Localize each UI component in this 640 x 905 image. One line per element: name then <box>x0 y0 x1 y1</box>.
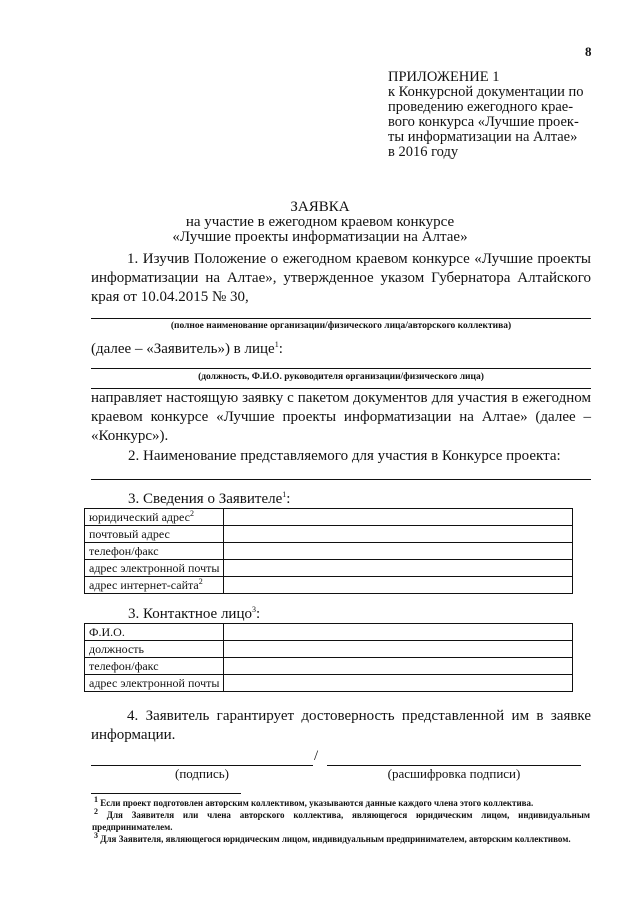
appendix-line: вого конкурса «Лучшие проек- <box>388 114 579 130</box>
table-label: телефон/факс <box>85 543 224 560</box>
table-label: адрес интернет-сайта$^2$ <box>85 577 224 594</box>
contact-info-table <box>84 623 573 692</box>
table-row <box>85 641 573 658</box>
contact-heading-text: 3. Контактное лицо <box>128 606 252 622</box>
footnote-ref: 1 <box>274 340 279 349</box>
applicant-prefix: (далее – «Заявитель») в лице <box>91 341 275 357</box>
document-title: ЗАЯВКА <box>290 199 350 215</box>
table-value-cell[interactable] <box>224 577 573 594</box>
contact-colon: : <box>255 606 261 622</box>
appendix-line: в 2016 году <box>388 144 459 160</box>
table-label: телефон/факс <box>85 658 224 675</box>
appendix-line: ты информатизации на Алтае» <box>388 129 578 145</box>
table-value-cell[interactable] <box>224 560 573 577</box>
head-name-caption: (должность, Ф.И.О. руководителя организации/физического лица) <box>198 372 484 382</box>
footnote-2: $^2$ Для Заявителя или члена авторского коллектива, являющегося юридическим лицом, индивидуальным предпринимателем. <box>92 807 591 832</box>
appendix-line: ПРИЛОЖЕНИЕ 1 <box>388 69 500 85</box>
section-3-heading <box>128 490 290 509</box>
footnote-1: $^1$ Если проект подготовлен авторским коллективом, указываются данные каждого члена этого коллектива. <box>94 795 534 808</box>
table-label: адрес электронной почты <box>85 560 224 577</box>
table-value-cell[interactable] <box>224 675 573 692</box>
table-label: юридический адрес$^2$ <box>85 509 224 526</box>
table-label: Ф.И.О. <box>85 624 224 641</box>
signature-slash: / <box>314 748 319 764</box>
appendix-line: к Конкурсной документации по <box>388 84 584 100</box>
table-row <box>85 658 573 675</box>
table-value-cell[interactable] <box>224 543 573 560</box>
section-3-heading-text: 3. Сведения о Заявителе <box>128 491 283 507</box>
head-name-line <box>91 368 591 369</box>
contact-heading <box>128 605 260 624</box>
table-label: должность <box>85 641 224 658</box>
table-value-cell[interactable] <box>224 509 573 526</box>
table-label: почтовый адрес <box>85 526 224 543</box>
appendix-header <box>388 70 603 160</box>
section-1-text: 1. Изучив Положение о ежегодном краевом конкурсе «Лучшие проекты информатизации на Алтае», утвержденное указом Губернатора Алтайского края от 10.04.2015 № 30, <box>91 251 591 305</box>
footnote-ref: 3 <box>251 605 256 614</box>
table-value-cell[interactable] <box>224 526 573 543</box>
table-row <box>85 526 573 543</box>
org-name-line <box>91 318 591 319</box>
section-3-colon: : <box>286 491 291 507</box>
document-subtitle-contest: «Лучшие проекты информатизации на Алтае» <box>172 229 468 245</box>
document-subtitle: на участие в ежегодном краевом конкурсе <box>185 214 455 230</box>
table-value-cell[interactable] <box>224 658 573 675</box>
table-row <box>85 560 573 577</box>
section-1-continuation: направляет настоящую заявку с пакетом документов для участия в ежегодном краевом конкурсе «Лучшие проекты информатизации на Алтае» (далее – «Конкурс»). <box>91 390 591 444</box>
footnote-3: $^3$ Для Заявителя, являющегося юридическим лицом, индивидуальным предпринимателем, авторским коллективом. <box>94 831 571 844</box>
table-row <box>85 543 573 560</box>
appendix-line: проведению ежегодного крае- <box>388 99 574 115</box>
table-row <box>85 509 573 526</box>
table-row <box>85 624 573 641</box>
signature-caption: (подпись) <box>175 766 229 781</box>
footnote-divider <box>91 793 241 794</box>
signature-decode-caption: (расшифровка подписи) <box>387 766 521 781</box>
applicant-info-table <box>84 508 573 594</box>
applicant-colon: : <box>278 341 283 357</box>
table-row <box>85 675 573 692</box>
page-number: 8 <box>585 44 592 59</box>
table-row <box>85 577 573 594</box>
table-label: адрес электронной почты <box>85 675 224 692</box>
project-name-line <box>91 479 591 480</box>
org-name-caption: (полное наименование организации/физического лица/авторского коллектива) <box>170 321 512 331</box>
section-4-text: 4. Заявитель гарантирует достоверность представленной им в заявке информации. <box>91 708 591 743</box>
footnote-ref: 1 <box>282 490 287 499</box>
table-value-cell[interactable] <box>224 624 573 641</box>
table-value-cell[interactable] <box>224 641 573 658</box>
applicant-line <box>91 340 283 359</box>
section-2-text: 2. Наименование представляемого для участия в Конкурсе проекта: <box>128 448 561 464</box>
